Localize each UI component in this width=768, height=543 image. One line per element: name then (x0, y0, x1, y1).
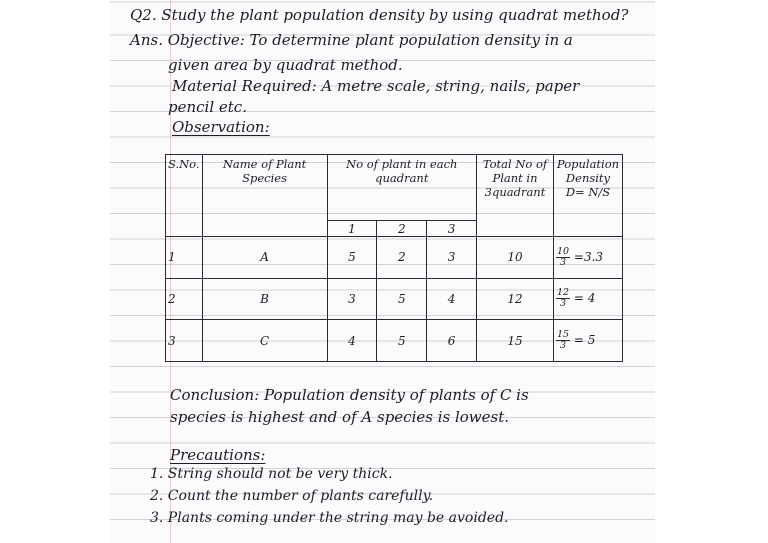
density-result: = 5 (573, 333, 596, 348)
quadrant-2-label: 2 (377, 221, 427, 237)
row-q2: 5 (377, 278, 427, 320)
precaution-item: 2. Count the number of plants carefully. (150, 488, 434, 504)
observation-heading: Observation: (172, 118, 270, 136)
fraction-numerator: 12 (557, 287, 570, 299)
fraction-numerator: 15 (557, 329, 570, 341)
objective-line-1: Ans. Objective: To determine plant population density in a (130, 31, 573, 49)
objective-line-2: given area by quadrat method. (168, 56, 403, 74)
table-row (166, 237, 623, 279)
row-q3: 4 (427, 278, 477, 320)
row-q2: 2 (377, 237, 427, 279)
density-result: = 4 (573, 291, 596, 306)
header-species: Name of Plant Species (202, 155, 327, 237)
fraction-denominator: 3 (560, 298, 567, 310)
header-total: Total No of Plant in 3quadrant (477, 155, 554, 237)
material-line-1: Material Required: A metre scale, string, nails, paper (172, 77, 580, 95)
precaution-item: 3. Plants coming under the string may be avoided. (150, 510, 509, 526)
material-line-2: pencil etc. (168, 98, 247, 116)
quadrant-1-label: 1 (327, 221, 377, 237)
row-density (554, 278, 623, 320)
row-species: B (202, 278, 327, 320)
quadrant-3-label: 3 (427, 221, 477, 237)
row-species: A (202, 237, 327, 279)
row-q3: 6 (427, 320, 477, 362)
density-fraction (556, 330, 570, 351)
question-text: Q2. Study the plant population density by using quadrat method? (130, 6, 629, 24)
header-sno: S.No. (166, 155, 203, 237)
row-density (554, 320, 623, 362)
precautions-heading: Precautions: (170, 446, 266, 464)
density-fraction (556, 288, 570, 309)
row-species: C (202, 320, 327, 362)
fraction-denominator: 3 (560, 340, 567, 352)
row-total: 12 (477, 278, 554, 320)
fraction-denominator: 3 (560, 256, 567, 268)
row-sno: 3 (166, 320, 203, 362)
precaution-item: 1. String should not be very thick. (150, 466, 393, 482)
row-q1: 3 (327, 278, 377, 320)
observation-table (165, 154, 623, 362)
row-density (554, 237, 623, 279)
conclusion-line-1: Conclusion: Population density of plants of C is (170, 386, 529, 404)
row-q2: 5 (377, 320, 427, 362)
row-q3: 3 (427, 237, 477, 279)
table-row (166, 278, 623, 320)
row-q1: 4 (327, 320, 377, 362)
density-fraction (556, 247, 570, 268)
header-plants-per-quadrant: No of plant in each quadrant (327, 155, 476, 221)
row-total: 10 (477, 237, 554, 279)
row-sno: 2 (166, 278, 203, 320)
row-q1: 5 (327, 237, 377, 279)
row-sno: 1 (166, 237, 203, 279)
table-header-row (166, 155, 623, 221)
fraction-numerator: 10 (557, 245, 570, 257)
header-density: Population Density D= N/S (554, 155, 623, 237)
conclusion-line-2: species is highest and of A species is lowest. (170, 408, 510, 426)
density-result: =3.3 (573, 249, 604, 264)
table-row (166, 320, 623, 362)
row-total: 15 (477, 320, 554, 362)
